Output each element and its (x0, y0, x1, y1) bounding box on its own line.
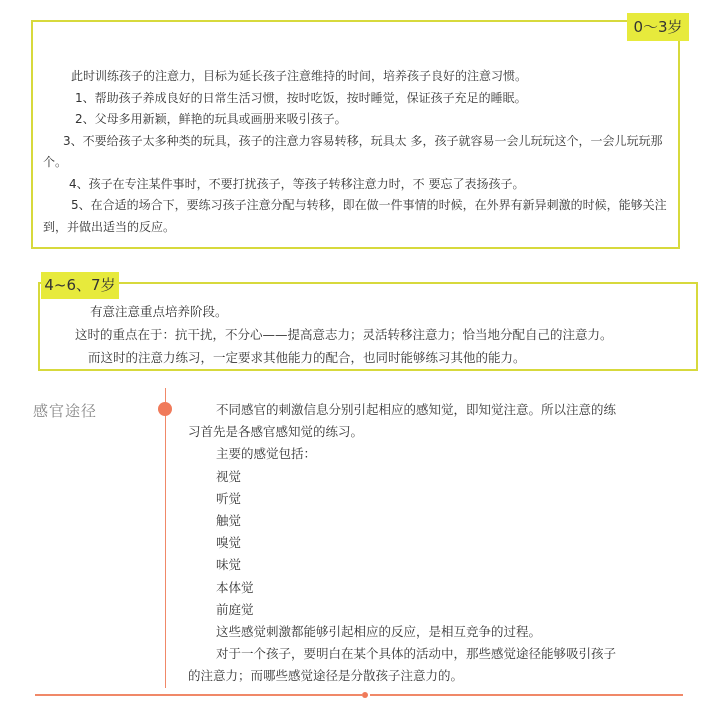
age-4-7-content (50, 300, 690, 369)
paragraph: 2、父母多用新颖，鲜艳的玩具或画册来吸引孩子。 (75, 112, 347, 126)
paragraph: 4、孩子在专注某件事时，不要打扰孩子，等孩子转移注意力时，不 要忘了表扬孩子。 (69, 176, 525, 191)
age-4-7-panel (38, 282, 698, 371)
bottom-divider-right (370, 694, 683, 696)
paragraph: 这时的重点在于：抗干扰，不分心——提高意志力；灵活转移注意力；恰当地分配自己的注意力。 (75, 327, 613, 342)
paragraph: 这些感觉刺激都能够引起相应的反应，是相互竞争的过程。 (216, 624, 542, 640)
list-item: 本体觉 (216, 579, 254, 595)
timeline-dot (158, 402, 172, 416)
list-item: 味觉 (216, 557, 242, 573)
timeline-line (165, 388, 166, 688)
list-item: 触觉 (216, 513, 242, 529)
paragraph: 个。 (43, 155, 68, 169)
list-item: 听觉 (216, 490, 242, 506)
list-item: 视觉 (216, 468, 242, 484)
age-0-3-panel (31, 20, 680, 249)
age-0-3-content (43, 66, 673, 238)
section-title: 感官途径 (33, 402, 98, 420)
paragraph: 有意注意重点培养阶段。 (90, 304, 228, 319)
age-0-3-tag: 0～3岁 (627, 13, 689, 41)
bottom-divider-left (35, 694, 362, 696)
paragraph: 不同感官的刺激信息分别引起相应的感知觉，即知觉注意。所以注意的练 (216, 402, 617, 417)
paragraph: 1、帮助孩子养成良好的日常生活习惯，按时吃饭，按时睡觉，保证孩子充足的睡眠。 (75, 90, 527, 105)
paragraph: 3、不要给孩子太多种类的玩具，孩子的注意力容易转移，玩具太 多，孩子就容易一会儿玩玩这个，一会儿玩玩那 (63, 133, 663, 148)
list-item: 前庭觉 (216, 601, 254, 617)
paragraph: 习首先是各感官感知觉的练习。 (188, 424, 364, 440)
paragraph: 对于一个孩子，要明白在某个具体的活动中，那些感觉途径能够吸引孩子 (216, 646, 617, 662)
age-4-7-tag: 4~6、7岁 (41, 272, 119, 299)
bottom-divider-dot (362, 692, 368, 698)
paragraph: 的注意力；而哪些感觉途径是分散孩子注意力的。 (188, 668, 464, 684)
list-item: 嗅觉 (216, 535, 242, 551)
section-content (188, 399, 678, 688)
paragraph: 此时训练孩子的注意力，目标为延长孩子注意维持的时间，培养孩子良好的注意习惯。 (71, 69, 528, 83)
paragraph: 5、在合适的场合下，要练习孩子注意分配与转移，即在做一件事情的时候，在外界有新异刺激的时候，能够关注 (71, 198, 667, 212)
paragraph: 到，并做出适当的反应。 (43, 219, 176, 234)
paragraph: 而这时的注意力练习，一定要求其他能力的配合，也同时能够练习其他的能力。 (88, 350, 526, 365)
paragraph: 主要的感觉包括： (216, 446, 317, 462)
